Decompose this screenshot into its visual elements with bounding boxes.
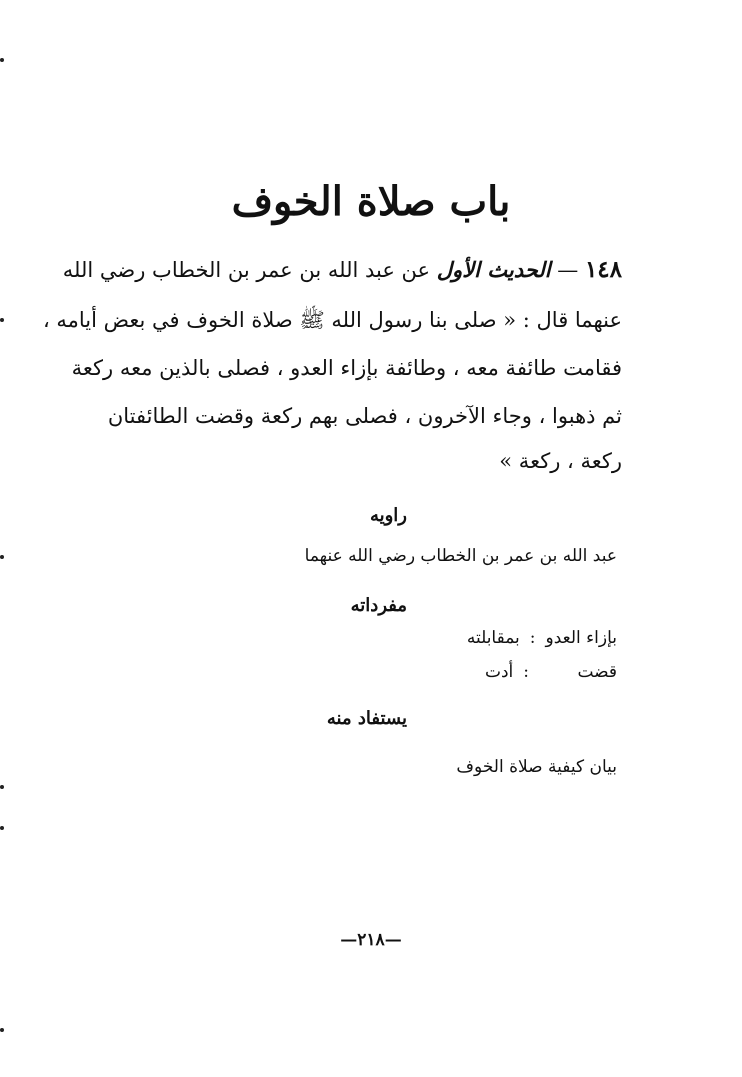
lessons-heading: يستفاد منه <box>326 708 407 729</box>
margin-dot <box>0 555 4 559</box>
lessons-text: بيان كيفية صلاة الخوف <box>456 757 617 777</box>
vocabulary-meaning: أدت <box>484 662 514 682</box>
margin-dot <box>0 1028 4 1032</box>
vocabulary-heading: مفرداته <box>350 595 407 616</box>
margin-dot <box>0 58 4 62</box>
vocabulary-term: قضت <box>577 662 617 682</box>
hadith-label: الحديث الأول <box>436 257 551 282</box>
hadith-line-3: فقامت طائفة معه ، وطائفة بإزاء العدو ، فصلى بالذين معه ركعة <box>71 356 622 380</box>
vocabulary-meaning: بمقابلته <box>466 628 520 648</box>
narrator-heading: راويه <box>369 505 407 526</box>
vocabulary-item <box>467 628 617 648</box>
vocabulary-colon: : <box>529 628 536 648</box>
margin-dot <box>0 785 4 789</box>
page-number: —٢١٨— <box>340 930 402 950</box>
margin-dot <box>0 318 4 322</box>
hadith-line-1 <box>63 256 622 283</box>
narrator-text: عبد الله بن عمر بن الخطاب رضي الله عنهما <box>304 546 617 566</box>
hadith-number: ١٤٨ <box>584 256 622 283</box>
hadith-line-5: ركعة ، ركعة » <box>499 449 622 473</box>
hadith-text: عن عبد الله بن عمر بن الخطاب رضي الله <box>62 258 431 282</box>
vocabulary-item <box>485 662 617 682</box>
chapter-title: باب صلاة الخوف <box>231 178 511 225</box>
hadith-line-4: ثم ذهبوا ، وجاء الآخرون ، فصلى بهم ركعة وقضت الطائفتان <box>107 404 622 428</box>
margin-dot <box>0 826 4 830</box>
hadith-dash: — <box>557 258 579 282</box>
vocabulary-term: بإزاء العدو <box>545 628 617 648</box>
vocabulary-colon: : <box>523 662 529 682</box>
hadith-line-2: عنهما قال : « صلى بنا رسول الله ﷺ صلاة الخوف في بعض أيامه ، <box>42 308 622 332</box>
